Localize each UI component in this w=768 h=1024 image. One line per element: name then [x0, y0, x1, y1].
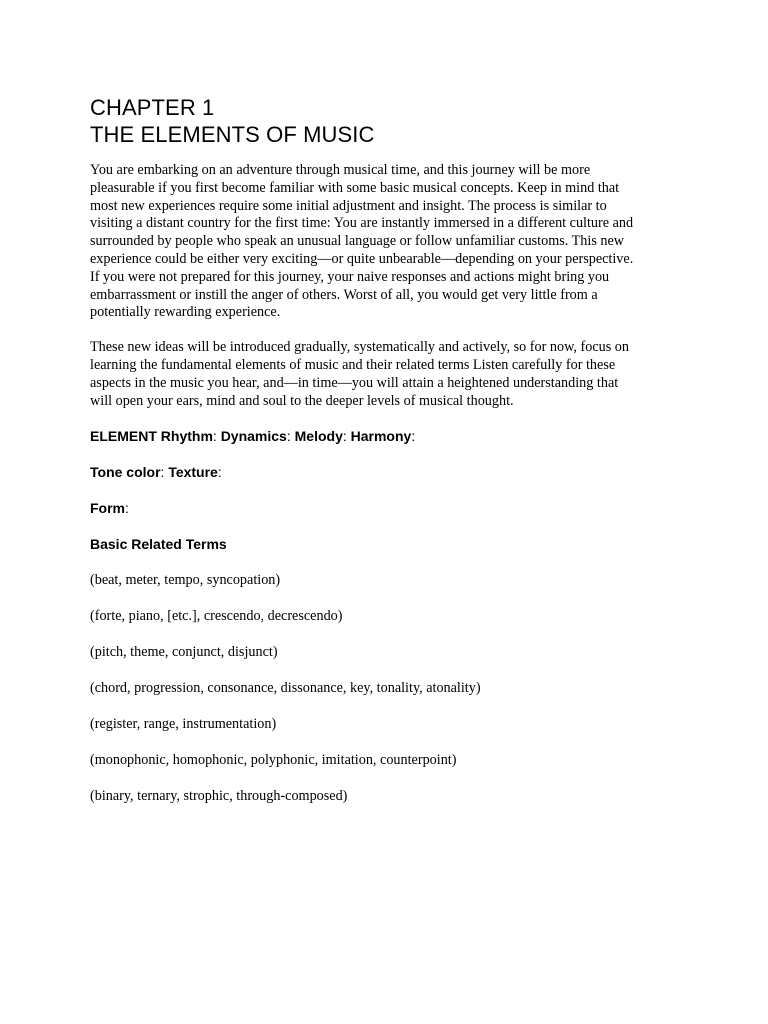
separator: :: [217, 464, 222, 481]
text-line: You are embarking on an adventure through musical time, and this journey will be more: [90, 162, 591, 178]
text-line: pleasurable if you first become familiar with some basic musical concepts. Keep in mind that: [90, 179, 620, 196]
element-tone-color: Tone color: [90, 464, 161, 481]
text-line: surrounded by people who speak an unusual language or follow unfamiliar customs. This new: [90, 233, 625, 250]
related-terms-heading: Basic Related Terms: [90, 536, 227, 553]
list-item: (pitch, theme, conjunct, disjunct): [90, 644, 278, 661]
element-label: ELEMENT: [90, 428, 157, 445]
intro-paragraph-1: [90, 162, 670, 322]
list-item: (monophonic, homophonic, polyphonic, imitation, counterpoint): [90, 752, 457, 769]
list-item: (forte, piano, [etc.], crescendo, decrescendo): [90, 608, 343, 625]
elements-line-1: [90, 427, 690, 445]
document-page: [90, 94, 690, 823]
separator: :: [411, 428, 416, 445]
element-form: Form: [90, 500, 125, 517]
chapter-number: CHAPTER 1: [90, 95, 215, 120]
separator: :: [160, 464, 165, 481]
text-line: potentially rewarding experience.: [90, 304, 281, 321]
separator: :: [125, 500, 129, 517]
element-texture: Texture: [168, 464, 218, 481]
text-line: most new experiences require some initial adjustment and insight. The process is similar to: [90, 197, 607, 214]
text-line: These new ideas will be introduced gradually, systematically and actively, so for now, focus on: [90, 339, 629, 356]
separator: :: [286, 428, 291, 445]
intro-paragraph-2: [90, 339, 670, 410]
text-line: experience could be either very exciting—or quite unbearable—depending on your perspective.: [90, 250, 634, 267]
text-line: aspects in the music you hear, and—in time—you will attain a heightened understanding that: [90, 374, 619, 391]
list-item: (binary, ternary, strophic, through-composed): [90, 788, 348, 805]
elements-line-2: [90, 463, 690, 481]
separator: :: [212, 428, 217, 445]
element-melody: Melody: [294, 428, 343, 445]
text-line: If you were not prepared for this journey, your naive responses and actions might bring you: [90, 268, 610, 285]
text-line: visiting a distant country for the first time: You are instantly immersed in a different culture and: [90, 215, 634, 232]
list-item: (beat, meter, tempo, syncopation): [90, 572, 281, 589]
chapter-heading: THE ELEMENTS OF MUSIC: [90, 122, 375, 147]
chapter-title: [90, 94, 690, 148]
separator: :: [342, 428, 347, 445]
element-rhythm: Rhythm: [160, 428, 213, 445]
list-item: (register, range, instrumentation): [90, 716, 277, 733]
text-line: will open your ears, mind and soul to the deeper levels of musical thought.: [90, 392, 514, 409]
related-terms-list: [90, 571, 690, 805]
elements-line-3: [90, 499, 690, 517]
element-dynamics: Dynamics: [220, 428, 287, 445]
list-item: (chord, progression, consonance, dissonance, key, tonality, atonality): [90, 680, 481, 697]
text-line: embarrassment or instill the anger of others. Worst of all, you would get very little from a: [90, 286, 598, 303]
text-line: learning the fundamental elements of music and their related terms Listen carefully for these: [90, 356, 616, 373]
element-harmony: Harmony: [350, 428, 412, 445]
